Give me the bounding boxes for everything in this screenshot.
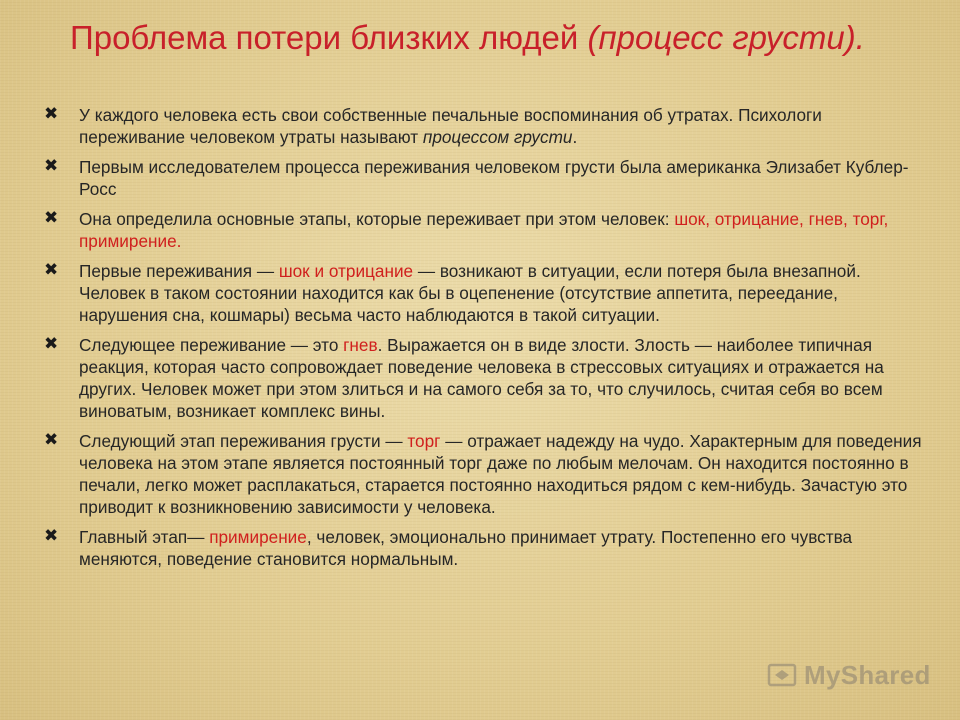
cross-bullet-icon: ✖ <box>44 334 59 353</box>
item-text: . <box>572 127 578 147</box>
cross-bullet-icon: ✖ <box>44 430 59 449</box>
highlighted-text: шок и отрицание <box>278 261 414 281</box>
cross-bullet-icon: ✖ <box>44 104 59 123</box>
list-item <box>44 208 924 252</box>
item-text: Первым исследователем процесса переживания человеком грусти была американка Элизабет Кублер-Росс <box>79 157 909 199</box>
slide-title <box>70 18 930 58</box>
cross-bullet-icon: ✖ <box>44 208 59 227</box>
list-item <box>44 526 924 570</box>
item-text: . Выражается он в виде злости. Злость — наиболее типичная реакция, которая часто сопровождает поведение человека в стрессовых ситуациях и отражается на других. Человек может при этом злиться и на самого себя за то, что случилось, считая себя во всем виноватым, возникает комплекс вины. <box>79 335 884 421</box>
item-text: Она определила основные этапы, которые переживает при этом человек: <box>79 209 675 229</box>
item-text: Главный этап— <box>79 527 210 547</box>
item-text: — возникают в ситуации, если потеря была внезапной. Человек в таком состоянии находится как бы в оцепенение (отсутствие аппетита, переедание, нарушения сна, кошмары) весьма часто наблюдаются в такой ситуации. <box>79 261 861 325</box>
highlighted-text: примирение <box>209 527 307 547</box>
cross-bullet-icon: ✖ <box>44 526 59 545</box>
list-item <box>44 260 924 326</box>
item-text: — отражает надежду на чудо. Характерным для поведения человека на этом этапе является постоянный торг даже по любым мелочам. Он находится постоянно в печали, легко может расплакаться, старается постоянно находиться рядом с кем-нибудь. Зачастую это приводит к возникновению зависимости у человека. <box>79 431 922 517</box>
mortarboard-icon <box>766 659 798 691</box>
item-text: Следующий этап переживания грусти — <box>79 431 408 451</box>
item-text: У каждого человека есть свои собственные печальные воспоминания об утратах. Психологи переживание человеком утраты называют <box>79 105 822 147</box>
bullet-list <box>44 104 924 578</box>
item-text: Следующее переживание — это <box>79 335 344 355</box>
cross-bullet-icon: ✖ <box>44 156 59 175</box>
list-item <box>44 156 924 200</box>
list-item <box>44 430 924 518</box>
list-item <box>44 104 924 148</box>
title-main: Проблема потери близких людей <box>70 19 588 56</box>
title-italic: (процесс грусти). <box>587 19 865 56</box>
highlighted-text: торг <box>407 431 441 451</box>
list-item <box>44 334 924 422</box>
cross-bullet-icon: ✖ <box>44 260 59 279</box>
highlighted-text: гнев <box>343 335 378 355</box>
watermark-logo <box>766 655 931 695</box>
highlighted-text: шок, отрицание, гнев, торг, примирение. <box>79 209 889 251</box>
item-text: , человек, эмоционально принимает утрату. Постепенно его чувства меняются, поведение становится нормальным. <box>79 527 853 569</box>
watermark-text: MyShared <box>804 659 931 690</box>
italic-text: процессом грусти <box>422 127 573 147</box>
item-text: Первые переживания — <box>79 261 279 281</box>
